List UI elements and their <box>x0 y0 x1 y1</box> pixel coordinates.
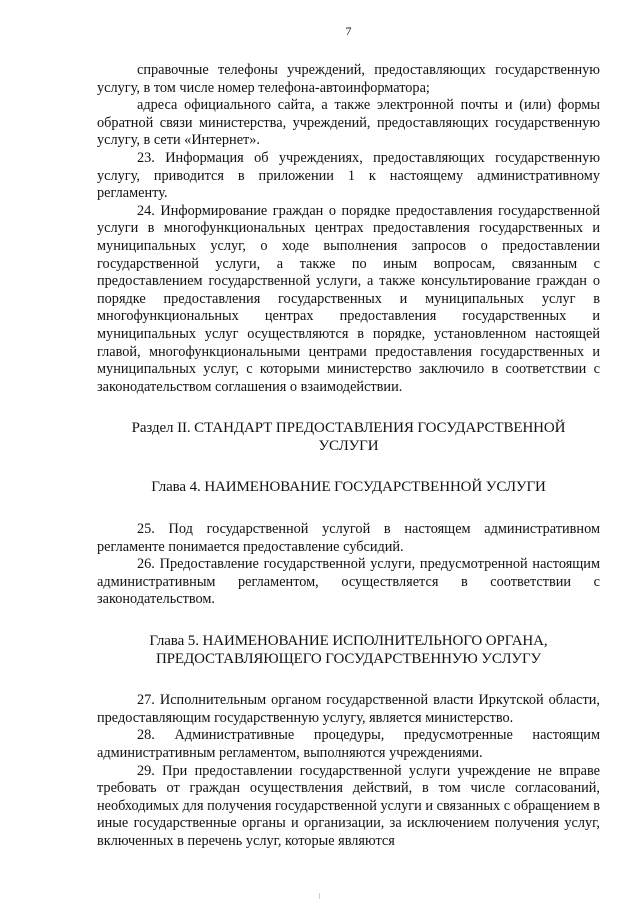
document-page <box>97 24 600 851</box>
chapter-5-heading: Глава 5. НАИМЕНОВАНИЕ ИСПОЛНИТЕЛЬНОГО ОРГАНА, ПРЕДОСТАВЛЯЮЩЕГО ГОСУДАРСТВЕННУЮ УСЛУГУ <box>149 633 548 667</box>
scan-mark <box>319 893 320 899</box>
chapter-4-heading: Глава 4. НАИМЕНОВАНИЕ ГОСУДАРСТВЕННОЙ УСЛУГИ <box>151 479 546 496</box>
section-heading: Раздел II. СТАНДАРТ ПРЕДОСТАВЛЕНИЯ ГОСУДАРСТВЕННОЙ УСЛУГИ <box>131 420 566 454</box>
paragraph: 29. При предоставлении государственной услуги учреждение не вправе требовать от граждан осуществления действий, в том числе согласований, необходимых для получения государственной услуги и связанных с обращением в иные государственные органы и организации, за исключением получения услуг, включенных в перечень услуг, которые являются <box>97 762 600 849</box>
spacer <box>97 668 600 692</box>
spacer <box>97 396 600 420</box>
page-number: 7 <box>345 24 352 38</box>
paragraph: 24. Информирование граждан о порядке предоставления государственной услуги в многофункциональных центрах предоставления государственных и муниципальных услуг, о ходе выполнения запросов о предоставлении государственной услуги, а также по иным вопросам, связанным с предоставлением государственной услуги, а также консультирование граждан о порядке предоставления государственных и муниципальных услуг в многофункциональных центрах предоставления государственных и муниципальных услуг осуществляются в порядке, установленном настоящей главой, многофункциональными центрами предоставления государственных и муниципальных услуг, с которыми министерство заключило в соответствии с законодательством соглашения о взаимодействии. <box>97 202 600 395</box>
paragraph: 28. Административные процедуры, предусмотренные настоящим административным регламентом, выполняются учреждениями. <box>97 727 600 761</box>
spacer <box>97 455 600 479</box>
paragraph: 23. Информация об учреждениях, предоставляющих государственную услугу, приводится в приложении 1 к настоящему административному регламенту. <box>97 149 600 202</box>
spacer <box>97 609 600 633</box>
paragraph: 26. Предоставление государственной услуги, предусмотренной настоящим административным регламентом, осуществляется в соответствии с законодательством. <box>97 556 600 608</box>
paragraph: 25. Под государственной услугой в настоящем административном регламенте понимается предоставление субсидий. <box>97 521 600 555</box>
paragraph: справочные телефоны учреждений, предоставляющих государственную услугу, в том числе номер телефона-автоинформатора; <box>97 62 600 96</box>
spacer <box>97 497 600 521</box>
paragraph: 27. Исполнительным органом государственной власти Иркутской области, предоставляющим государственную услугу, является министерство. <box>97 692 600 726</box>
paragraph: адреса официального сайта, а также электронной почты и (или) формы обратной связи министерства, учреждений, предоставляющих государственную услугу, в сети «Интернет». <box>97 97 600 149</box>
